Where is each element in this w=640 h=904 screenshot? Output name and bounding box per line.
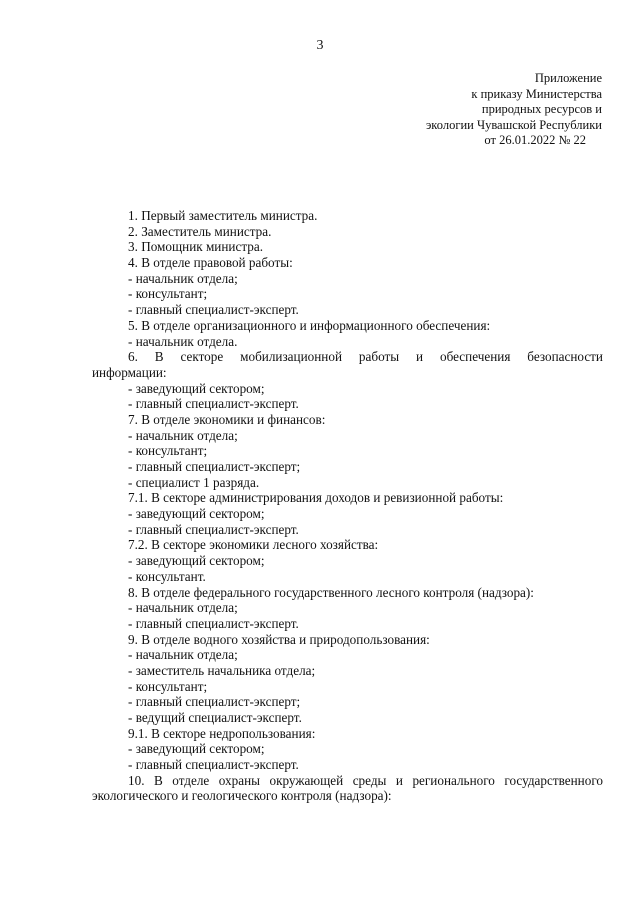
list-item: 7.2. В секторе экономики лесного хозяйства:	[128, 537, 379, 553]
list-item: - главный специалист-эксперт.	[128, 396, 299, 412]
appendix-region-line: экологии Чувашской Республики	[425, 117, 602, 132]
list-item: - начальник отдела;	[128, 647, 238, 663]
list-item: - заведующий сектором;	[128, 380, 265, 396]
list-item: 6. В секторе мобилизационной работы и обеспечения безопасности	[128, 349, 603, 365]
list-item: - главный специалист-эксперт.	[128, 615, 299, 631]
list-item: - главный специалист-эксперт;	[128, 459, 301, 474]
appendix-order-ref: к приказу Министерства	[471, 86, 602, 101]
list-item: 9.1. В секторе недропользования:	[128, 725, 316, 741]
list-item: 7.1. В секторе администрирования доходов и ревизионной работы:	[128, 490, 504, 506]
appendix-ministry-line: природных ресурсов и	[481, 102, 602, 116]
list-item: 9. В отделе водного хозяйства и природопользования:	[128, 631, 430, 647]
list-item: - консультант.	[128, 568, 206, 584]
appendix-date: от 26.01.2022 № 22	[484, 133, 586, 147]
list-item: 5. В отделе организационного и информационного обеспечения:	[128, 317, 491, 333]
list-item: 2. Заместитель министра.	[128, 223, 272, 239]
list-item: - главный специалист-эксперт.	[128, 521, 299, 537]
appendix-title: Приложение	[534, 71, 602, 85]
list-item: - консультант;	[128, 286, 208, 302]
page-number: 3	[316, 38, 324, 53]
list-item: - консультант;	[128, 443, 208, 459]
appendix-header	[426, 71, 602, 149]
list-item: 4. В отделе правовой работы:	[128, 255, 293, 271]
list-item: 7. В отделе экономики и финансов:	[128, 411, 326, 427]
list-item: информации:	[92, 364, 167, 380]
list-item: - главный специалист-эксперт.	[128, 302, 299, 318]
list-item: 1. Первый заместитель министра.	[128, 208, 318, 223]
list-item: - начальник отдела.	[128, 333, 238, 349]
list-item: - консультант;	[128, 678, 208, 694]
list-item: экологического и геологического контроля (надзора):	[92, 788, 392, 804]
positions-list	[92, 208, 603, 804]
list-item: - главный специалист-эксперт.	[128, 757, 299, 773]
list-item: - главный специалист-эксперт;	[128, 694, 301, 710]
list-item: - заместитель начальника отдела;	[128, 662, 316, 678]
list-item: 10. В отделе охраны окружающей среды и регионального государственного	[128, 772, 603, 788]
list-item: - специалист 1 разряда.	[128, 474, 260, 490]
list-item: - заведующий сектором;	[128, 553, 265, 569]
list-item: 3. Помощник министра.	[128, 239, 264, 255]
list-item: - заведующий сектором;	[128, 741, 265, 757]
list-item: - ведущий специалист-эксперт.	[128, 710, 302, 725]
list-item: - начальник отдела;	[128, 600, 238, 616]
list-item: - заведующий сектором;	[128, 506, 265, 522]
list-item: 8. В отделе федерального государственного лесного контроля (надзора):	[128, 584, 534, 600]
list-item: - начальник отдела;	[128, 270, 238, 286]
list-item: - начальник отдела;	[128, 427, 238, 443]
